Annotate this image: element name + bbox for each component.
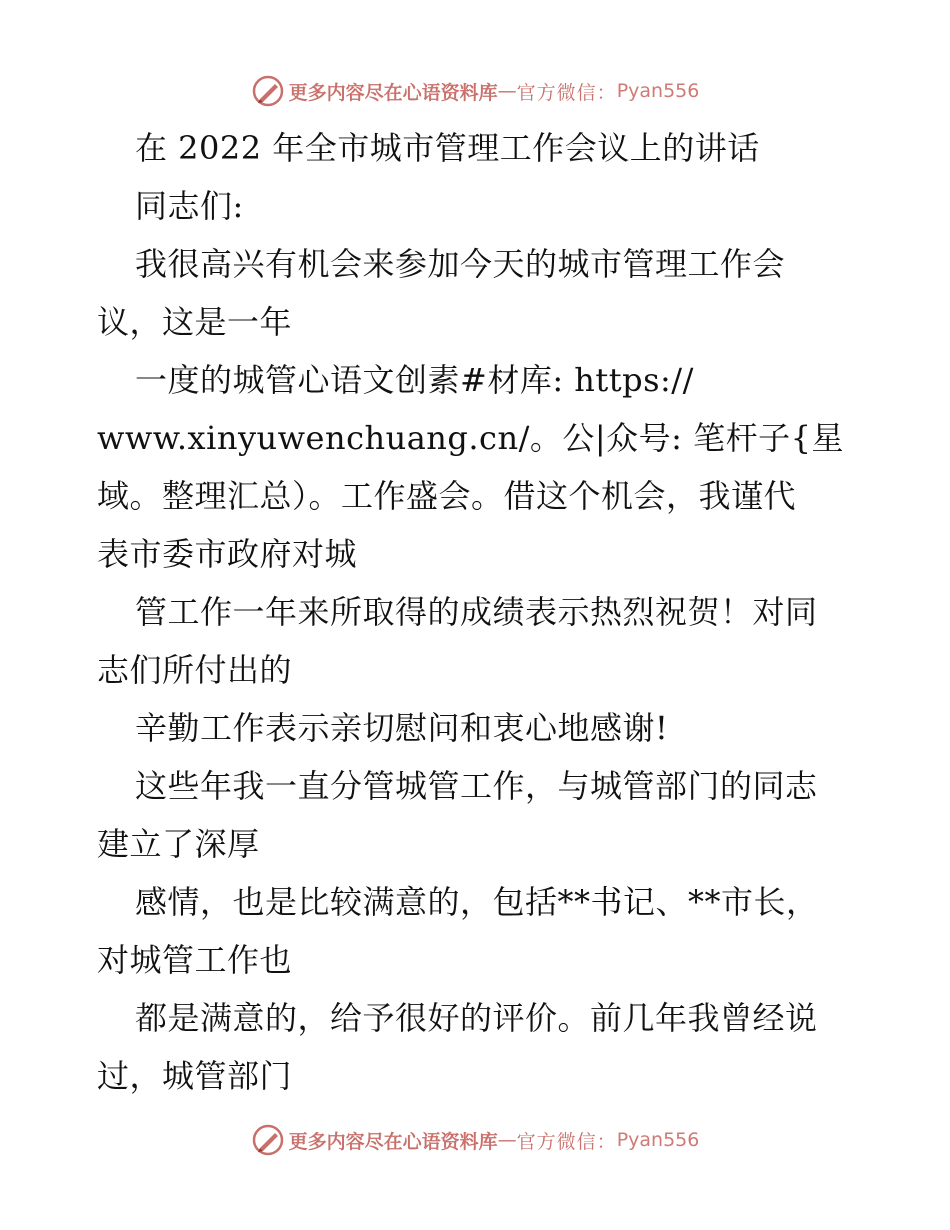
- text-line: 我很高兴有机会来参加今天的城市管理工作会: [135, 245, 786, 283]
- text-line: 过，城管部门: [97, 1057, 293, 1095]
- watermark-separator: —: [497, 80, 517, 102]
- watermark-account: Pyan556: [616, 1129, 700, 1151]
- salutation: 同志们:: [135, 187, 244, 225]
- text-line: 都是满意的，给予很好的评价。前几年我曾经说: [135, 999, 818, 1037]
- pen-logo-icon: [251, 74, 285, 108]
- text-line: 辛勤工作表示亲切慰问和衷心地感谢!: [135, 709, 669, 747]
- text-line: 感情，也是比较满意的，包括**书记、**市长，: [135, 883, 819, 921]
- watermark-account: Pyan556: [616, 80, 700, 102]
- text-line: 一度的城管心语文创素#材库: https://: [135, 361, 694, 399]
- pen-logo-icon: [251, 1123, 285, 1157]
- watermark-official: 官方微信：: [516, 81, 617, 104]
- watermark-brand: 更多内容尽在心语资料库: [288, 81, 498, 104]
- text-line: 管工作一年来所取得的成绩表示热烈祝贺！对同: [135, 593, 818, 631]
- text-line: 这些年我一直分管城管工作，与城管部门的同志: [135, 767, 818, 805]
- document-title: 在 2022 年全市城市管理工作会议上的讲话: [135, 129, 760, 167]
- text-line: 域。整理汇总）。工作盛会。借这个机会，我谨代: [97, 477, 797, 515]
- watermark-separator: —: [497, 1129, 517, 1151]
- watermark-brand: 更多内容尽在心语资料库: [288, 1130, 498, 1153]
- watermark-official: 官方微信：: [516, 1130, 617, 1153]
- text-line: 建立了深厚: [97, 825, 260, 863]
- text-line: www.xinyuwenchuang.cn/。公|众号: 笔杆子{星: [97, 419, 844, 457]
- text-line: 表市委市政府对城: [97, 535, 358, 573]
- footer-watermark: [0, 1120, 950, 1160]
- text-line: 议，这是一年: [97, 303, 293, 341]
- text-line: 志们所付出的: [97, 651, 293, 689]
- text-line: 对城管工作也: [97, 941, 293, 979]
- header-watermark: [0, 71, 950, 111]
